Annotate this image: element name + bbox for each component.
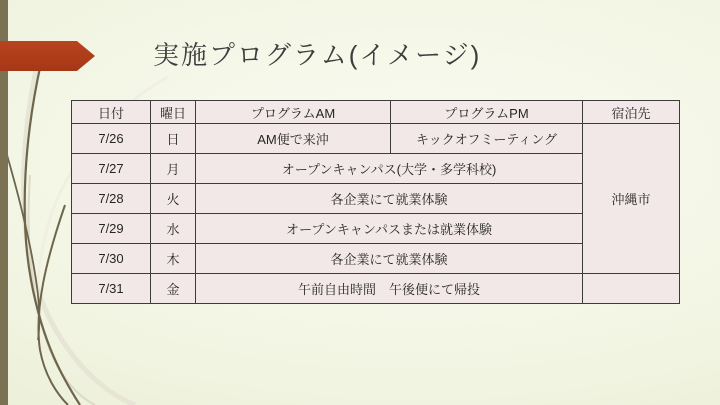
header-date: 日付 [72, 101, 151, 124]
cell-date: 7/28 [72, 184, 151, 214]
cell-program-pm: キックオフミーティング [391, 124, 583, 154]
slide-title: 実施プログラム(イメージ) [153, 40, 482, 70]
header-program-am: プログラムAM [196, 101, 391, 124]
table-header-row [72, 101, 680, 124]
cell-lodging-empty [583, 274, 680, 304]
cell-date: 7/31 [72, 274, 151, 304]
table-row [72, 124, 680, 154]
cell-program-am: AM便で来沖 [196, 124, 391, 154]
cell-weekday: 水 [151, 214, 196, 244]
cell-date: 7/29 [72, 214, 151, 244]
cell-program-full-day: 各企業にて就業体験 [196, 244, 583, 274]
cell-program-full-day: オープンキャンパスまたは就業体験 [196, 214, 583, 244]
cell-program-full-day: 午前自由時間 午後便にて帰投 [196, 274, 583, 304]
table-row [72, 274, 680, 304]
header-program-pm: プログラムPM [391, 101, 583, 124]
cell-weekday: 木 [151, 244, 196, 274]
program-schedule-table [71, 100, 680, 304]
cell-weekday: 金 [151, 274, 196, 304]
cell-date: 7/27 [72, 154, 151, 184]
cell-program-full-day: オープンキャンパス(大学・多学科校) [196, 154, 583, 184]
cell-weekday: 月 [151, 154, 196, 184]
cell-lodging-merged: 沖縄市 [583, 124, 680, 274]
cell-weekday: 火 [151, 184, 196, 214]
title-arrow-icon [0, 41, 95, 71]
header-lodging: 宿泊先 [583, 101, 680, 124]
cell-program-full-day: 各企業にて就業体験 [196, 184, 583, 214]
header-weekday: 曜日 [151, 101, 196, 124]
cell-weekday: 日 [151, 124, 196, 154]
cell-date: 7/26 [72, 124, 151, 154]
cell-date: 7/30 [72, 244, 151, 274]
